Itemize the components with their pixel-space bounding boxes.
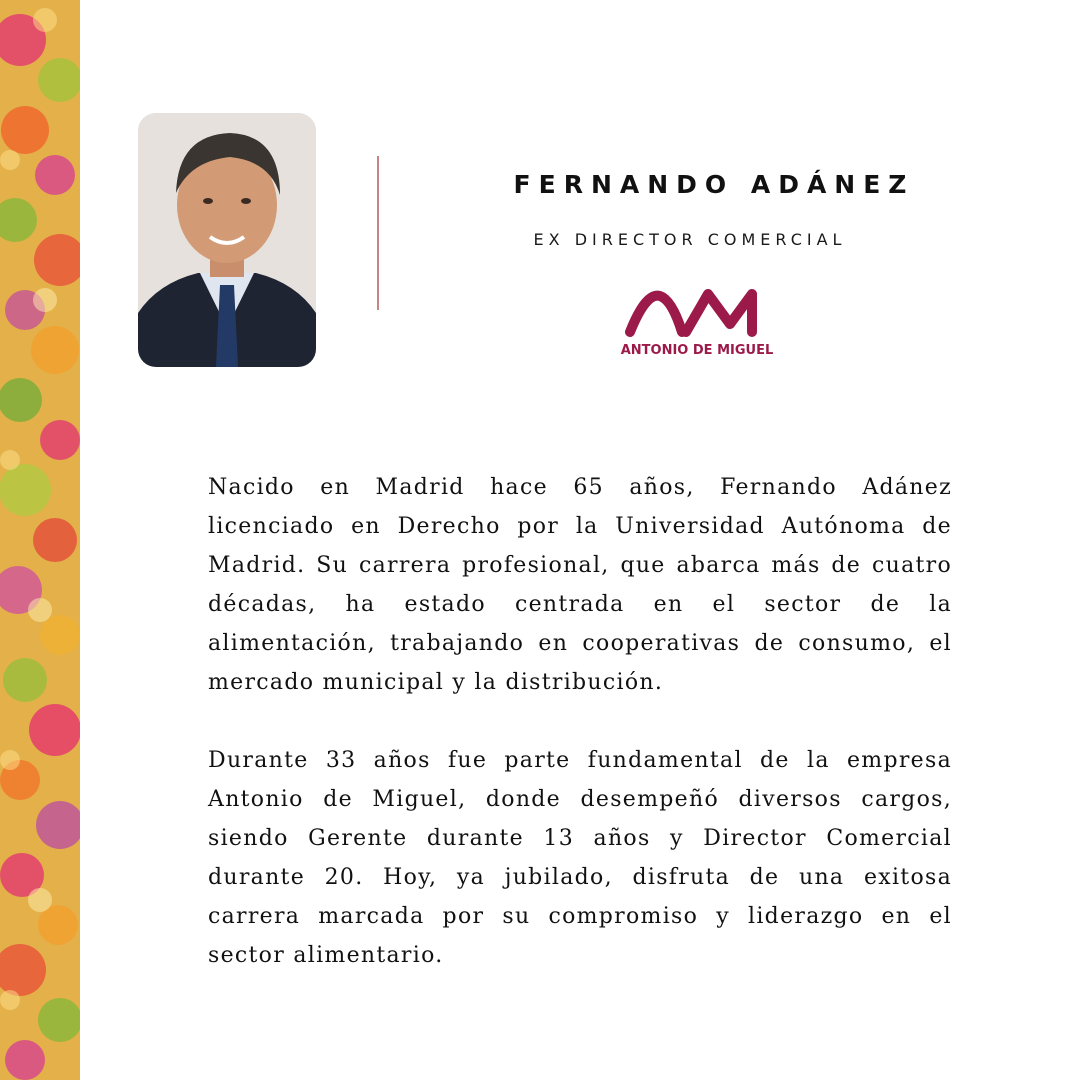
biography	[208, 468, 952, 1014]
vertical-divider	[377, 156, 379, 310]
company-logo	[612, 286, 782, 366]
bio-paragraph-1: Nacido en Madrid hace 65 años, Fernando Adánez licenciado en Derecho por la Universidad Autónoma de Madrid. Su carrera profesional, que abarca más de cuatro décadas, ha estado centrada en el sector de la alimentación, trabajando en cooperativas de consumo, el mercado municipal y la distribución.	[208, 475, 952, 695]
decorative-side-strip	[0, 0, 80, 1080]
company-logo-text: ANTONIO DE MIGUEL	[620, 343, 774, 358]
bio-paragraph-2: Durante 33 años fue parte fundamental de la empresa Antonio de Miguel, donde desempeñó diversos cargos, siendo Gerente durante 13 años y Director Comercial durante 20. Hoy, ya jubilado, disfruta de una exitosa carrera marcada por su compromiso y liderazgo en el sector alimentario.	[208, 748, 952, 968]
am-logo-mark	[612, 286, 782, 342]
person-name: FERNANDO ADÁNEZ	[513, 170, 915, 199]
person-role: EX DIRECTOR COMERCIAL	[533, 230, 847, 249]
profile-photo	[138, 113, 316, 367]
